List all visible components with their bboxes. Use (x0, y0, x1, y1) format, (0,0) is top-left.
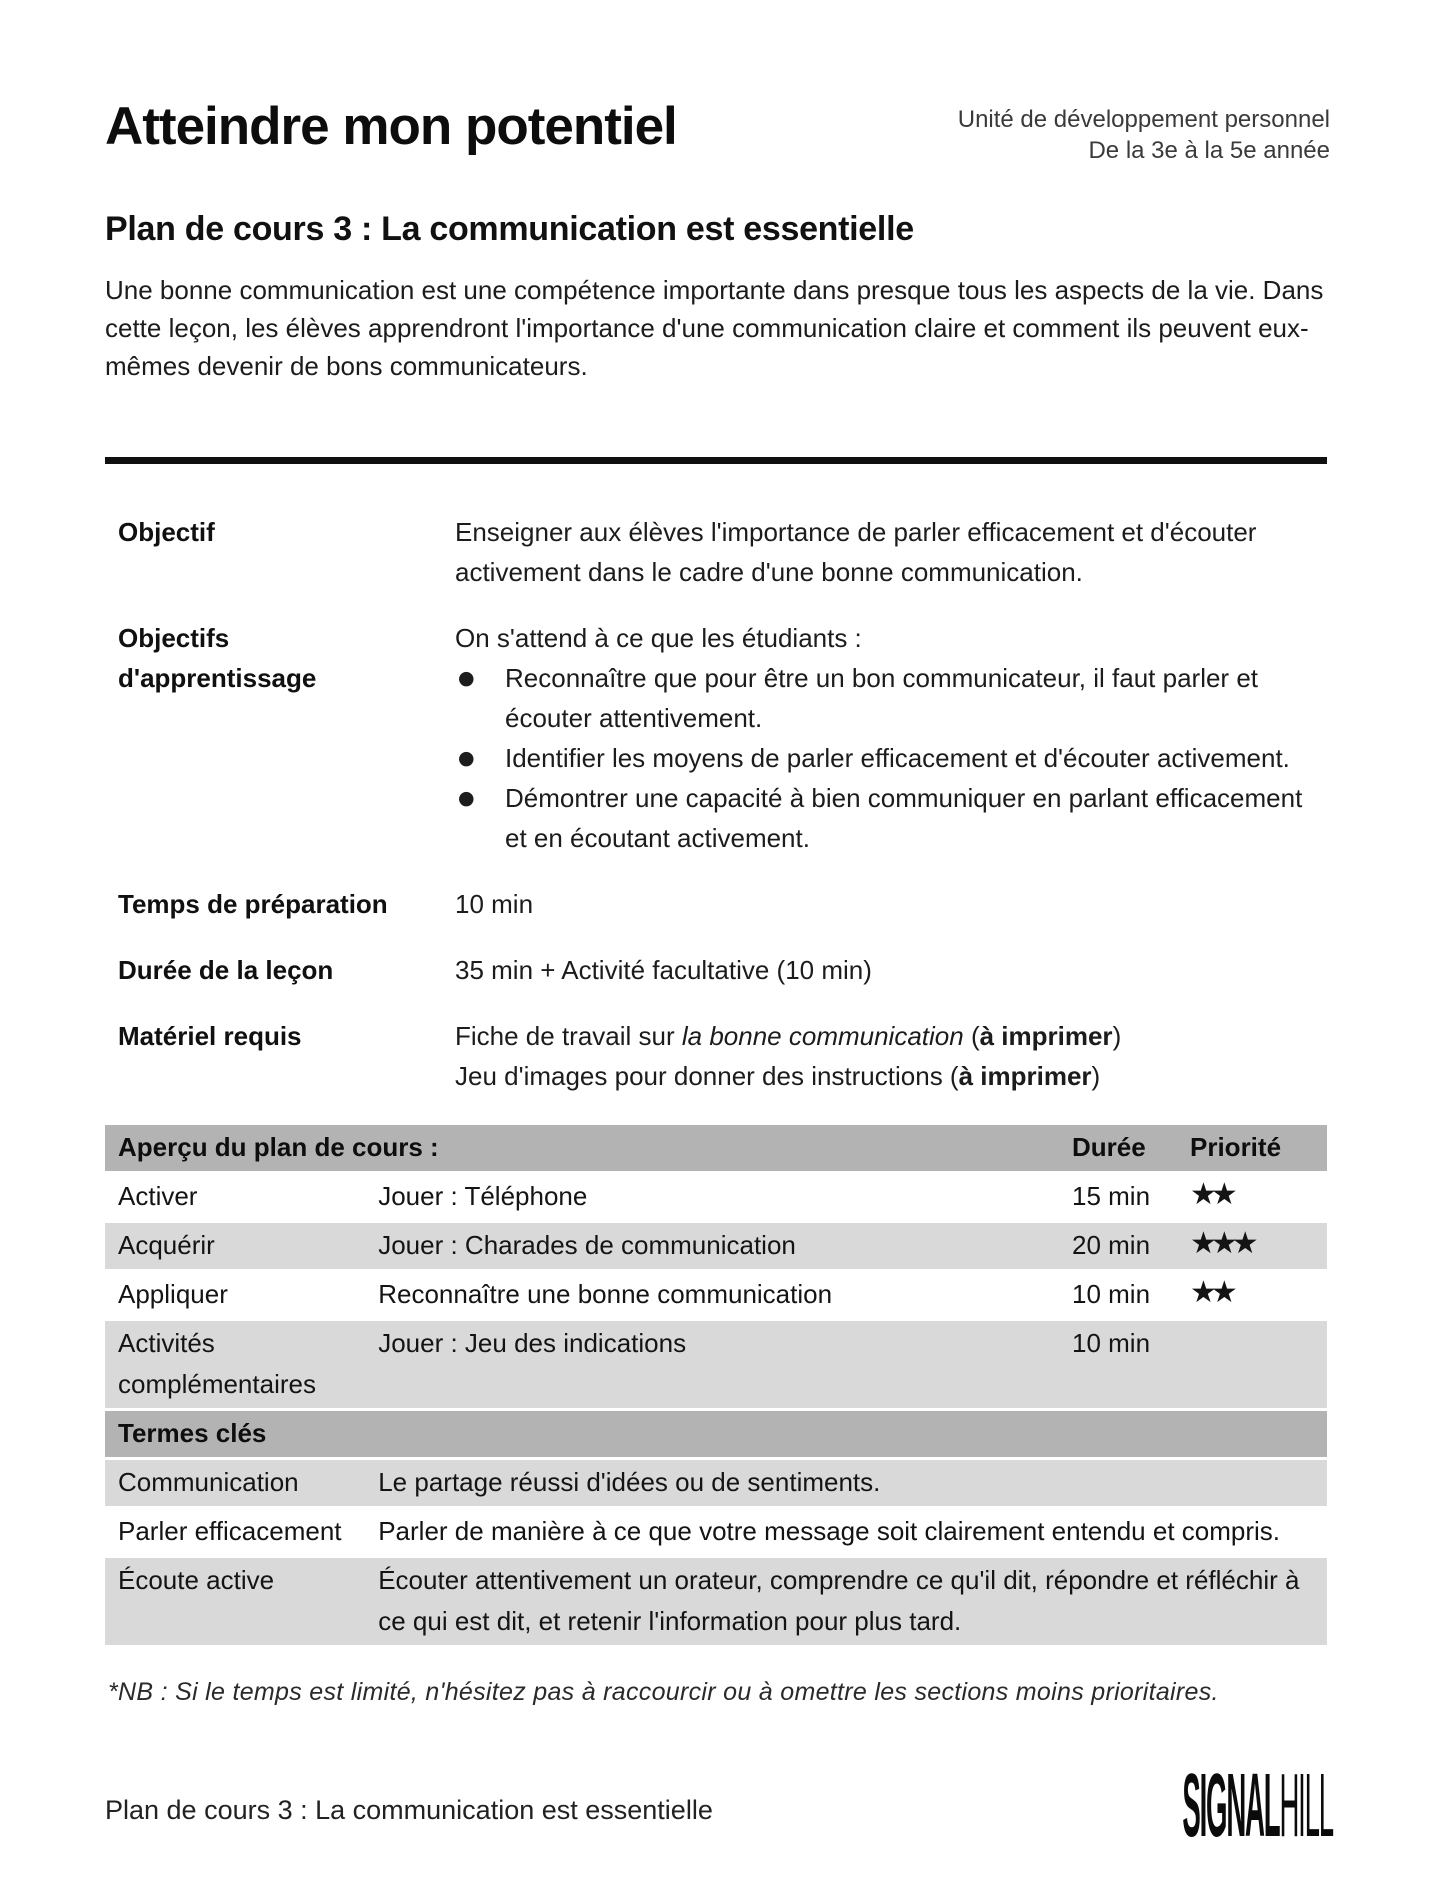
bullet-icon: ● (458, 747, 475, 769)
lesson-overview-table (105, 1122, 1327, 1648)
phase-cell: Acquérir (105, 1223, 365, 1269)
section-divider (105, 457, 1327, 464)
term-cell: Parler efficacement (118, 1516, 342, 1546)
materiel-line-2: Jeu d'images pour donner des instructions (à imprimer) (455, 1061, 1101, 1091)
objectives-list (455, 658, 1330, 858)
term-cell: Communication (105, 1460, 365, 1506)
detail-row-objectifs-apprentissage (118, 618, 1330, 858)
table-row (105, 1174, 1327, 1220)
priority-note: *NB : Si le temps est limité, n'hésitez pas à raccourcir ou à omettre les sections moins prioritaires. (108, 1678, 1219, 1706)
lesson-title: Plan de cours 3 : La communication est essentielle (105, 210, 914, 248)
page-header (105, 98, 1330, 166)
print-flag: à imprimer (958, 1061, 1092, 1091)
table-title: Aperçu du plan de cours : (105, 1125, 1059, 1171)
label-line-1: Objectifs (118, 623, 230, 653)
term-row (105, 1509, 1327, 1555)
detail-content-objectif: Enseigner aux élèves l'importance de parler efficacement et d'écouter activement dans le cadre d'une bonne communication. (455, 517, 1257, 587)
detail-label-temps-preparation: Temps de préparation (118, 889, 388, 919)
priority-stars: ★★ (1190, 1275, 1232, 1310)
details-section (105, 512, 1330, 1096)
label-line-2: d'apprentissage (118, 663, 317, 693)
print-flag: à imprimer (979, 1021, 1113, 1051)
detail-label-materiel-requis: Matériel requis (118, 1021, 302, 1051)
table-row (105, 1321, 1327, 1408)
duration-cell: 20 min (1059, 1223, 1177, 1269)
list-item (455, 778, 1330, 858)
definition-cell: Le partage réussi d'idées ou de sentiments. (365, 1460, 1327, 1506)
detail-label-duree-lecon: Durée de la leçon (118, 955, 334, 985)
objectives-intro: On s'attend à ce que les étudiants : (455, 623, 862, 653)
column-header-duration: Durée (1059, 1125, 1177, 1171)
materiel-line-1: Fiche de travail sur la bonne communication (à imprimer) (455, 1021, 1122, 1051)
logo-text-signal: SIGNAL (1182, 1754, 1280, 1856)
unit-line-2: De la 3e à la 5e année (1088, 137, 1330, 164)
priority-stars: ★★ (1190, 1177, 1232, 1212)
table-row (105, 1223, 1327, 1269)
activity-cell: Jouer : Jeu des indications (365, 1321, 1059, 1408)
list-item (455, 658, 1330, 738)
duration-cell: 10 min (1059, 1321, 1177, 1408)
detail-content-temps-preparation: 10 min (455, 889, 534, 919)
detail-content-objectifs (455, 618, 1330, 858)
priority-stars (1177, 1321, 1327, 1408)
footer-page-label: Plan de cours 3 : La communication est essentielle (105, 1794, 713, 1825)
activity-cell: Reconnaître une bonne communication (378, 1279, 833, 1309)
objective-text: Reconnaître que pour être un bon communicateur, il faut parler et écouter attentivement. (505, 663, 1258, 733)
unit-line-1: Unité de développement personnel (957, 106, 1330, 133)
signalhill-logo (1182, 1752, 1333, 1857)
terms-header-row (105, 1411, 1327, 1457)
objective-text: Démontrer une capacité à bien communiquer en parlant efficacement et en écoutant activement. (505, 783, 1303, 853)
logo-text-hill: HILL (1279, 1754, 1333, 1856)
detail-row-objectif (118, 512, 1330, 592)
detail-label-objectifs-apprentissage (118, 618, 455, 858)
bullet-icon: ● (458, 667, 475, 689)
phase-cell: Activer (118, 1181, 198, 1211)
term-cell: Écoute active (105, 1558, 365, 1645)
bullet-icon: ● (458, 787, 475, 809)
definition-cell: Parler de manière à ce que votre message soit clairement entendu et compris. (378, 1516, 1281, 1546)
priority-stars: ★★★ (1177, 1223, 1327, 1269)
table-header-row (105, 1125, 1327, 1171)
page-footer (105, 1754, 1333, 1856)
duration-cell: 10 min (1072, 1279, 1151, 1309)
detail-content-duree-lecon: 35 min + Activité facultative (10 min) (455, 955, 872, 985)
intro-paragraph: Une bonne communication est une compétence importante dans presque tous les aspects de la vie. Dans cette leçon, les élèves apprendront l'importance d'une communication claire et comment ils peuvent eux-mêmes devenir de bons communicateurs. (105, 275, 1324, 381)
list-item (455, 738, 1330, 778)
term-row (105, 1460, 1327, 1506)
definition-cell: Écouter attentivement un orateur, comprendre ce qu'il dit, répondre et réfléchir à ce qui est dit, et retenir l'information pour plus tard. (365, 1558, 1327, 1645)
detail-label-objectif: Objectif (118, 517, 215, 547)
worksheet-title: la bonne communication (681, 1021, 964, 1051)
activity-cell: Jouer : Charades de communication (365, 1223, 1059, 1269)
activity-cell: Jouer : Téléphone (378, 1181, 588, 1211)
detail-row-duree-lecon (118, 950, 1330, 990)
duration-cell: 15 min (1072, 1181, 1151, 1211)
detail-row-temps-preparation (118, 884, 1330, 924)
detail-content-materiel-requis (455, 1016, 1330, 1096)
term-row (105, 1558, 1327, 1645)
detail-row-materiel-requis (118, 1016, 1330, 1096)
objective-text: Identifier les moyens de parler efficacement et d'écouter activement. (505, 743, 1290, 773)
unit-info (958, 98, 1330, 166)
column-header-priority: Priorité (1177, 1125, 1327, 1171)
phase-cell: Activités complémentaires (105, 1321, 365, 1408)
terms-title: Termes clés (105, 1411, 1327, 1457)
brand-title: Atteindre mon potentiel (105, 97, 677, 156)
table-row (105, 1272, 1327, 1318)
phase-cell: Appliquer (118, 1279, 228, 1309)
